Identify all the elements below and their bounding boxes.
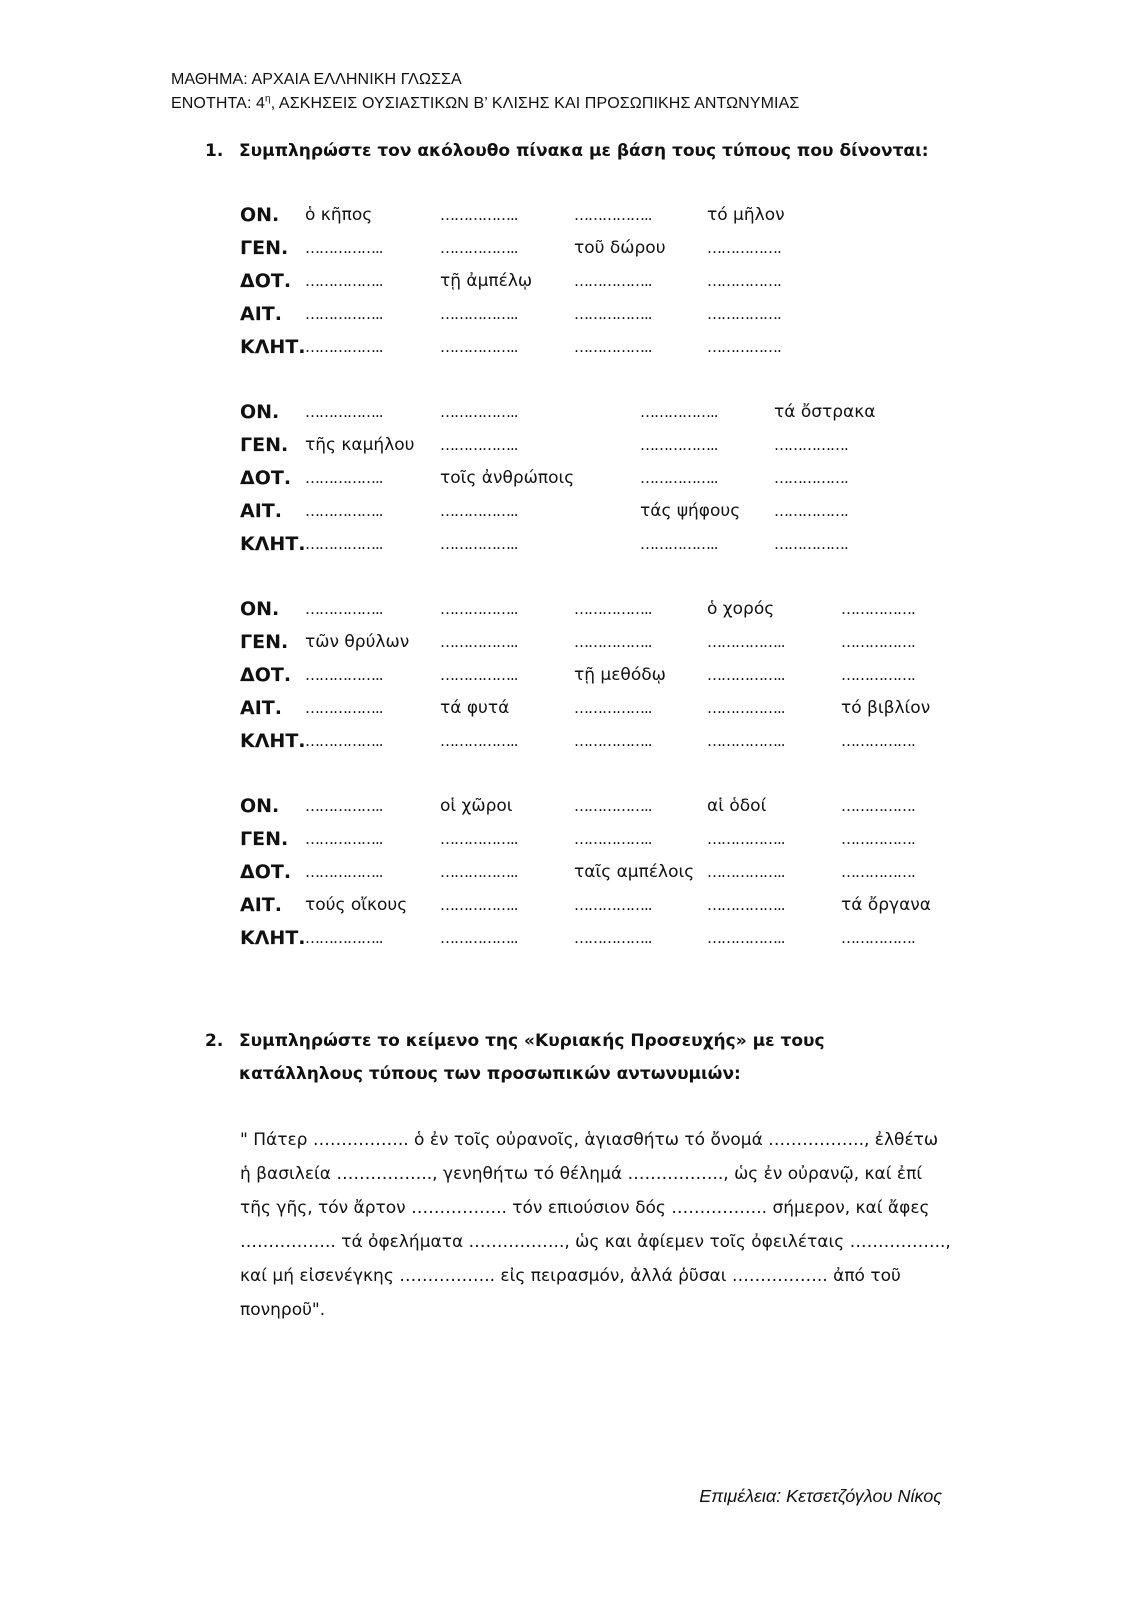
blank-cell[interactable]: ……………..	[574, 206, 652, 224]
blank-cell[interactable]: ……………..	[305, 666, 383, 684]
case-label: ΚΛΗΤ.	[240, 730, 306, 752]
text-line: πονηροῦ".	[240, 1300, 326, 1320]
blank-cell[interactable]: ……………..	[574, 896, 652, 914]
table-cell: τάς ψήφους	[640, 501, 741, 521]
blank-cell[interactable]: ……………..	[440, 929, 518, 947]
blank-cell[interactable]: ……………..	[707, 830, 785, 848]
exercise2-instruction-line2: κατάλληλους τύπους των προσωπικών αντωνυμιών:	[239, 1064, 741, 1084]
table-cell: τοῖς ἀνθρώποις	[440, 468, 575, 488]
blank-cell[interactable]: ……………..	[305, 502, 383, 520]
blank-cell[interactable]: ……………..	[305, 863, 383, 881]
blank-cell[interactable]: ……………..	[707, 863, 785, 881]
blank-cell[interactable]: ……………..	[440, 863, 518, 881]
case-label: ΑΙΤ.	[240, 303, 282, 325]
table-cell: τό βιβλίον	[841, 698, 931, 718]
case-label: ΚΛΗΤ.	[240, 336, 306, 358]
blank-cell[interactable]: ……………..	[305, 699, 383, 717]
table-cell: τό μῆλον	[707, 205, 785, 225]
blank-cell[interactable]: ……………..	[574, 830, 652, 848]
case-label: ΔΟΤ.	[240, 664, 292, 686]
blank-cell[interactable]: …………….	[841, 863, 915, 881]
blank-cell[interactable]: ……………..	[305, 403, 383, 421]
blank-cell[interactable]: ……………..	[440, 732, 518, 750]
blank-cell[interactable]: ……………..	[707, 699, 785, 717]
text-line: ἡ βασιλεία …………….., γενηθήτω τό θέλημά …………….., ὡς ἐν οὐρανῷ, καί ἐπί	[240, 1164, 923, 1184]
blank-cell[interactable]: ……………..	[440, 403, 518, 421]
blank-cell[interactable]: ……………..	[305, 272, 383, 290]
case-label: ΟΝ.	[240, 598, 280, 620]
lords-prayer-text	[240, 1123, 960, 1327]
blank-cell[interactable]: ……………..	[640, 436, 718, 454]
case-label: ΚΛΗΤ.	[240, 927, 306, 949]
document-header	[171, 68, 799, 116]
exercise2-instruction-line1: Συμπληρώστε το κείμενο της «Κυριακής Προσευχής» με τους	[239, 1031, 825, 1051]
exercise1-number: 1.	[205, 141, 224, 161]
case-label: ΟΝ.	[240, 401, 280, 423]
blank-cell[interactable]: …………….	[707, 305, 781, 323]
blank-cell[interactable]: ……………..	[305, 929, 383, 947]
blank-cell[interactable]: …………….	[841, 600, 915, 618]
text-line: τῆς γῆς, τόν ἄρτον …………….. τόν επιούσιον δός …………….. σήμερον, καί ἄφες	[240, 1198, 930, 1218]
exercise1-title	[205, 135, 929, 168]
blank-cell[interactable]: ……………..	[707, 929, 785, 947]
blank-cell[interactable]: …………….	[707, 272, 781, 290]
blank-cell[interactable]: …………….	[841, 797, 915, 815]
blank-cell[interactable]: ……………..	[440, 830, 518, 848]
blank-cell[interactable]: ……………..	[305, 600, 383, 618]
exercise2-number: 2.	[205, 1031, 224, 1051]
blank-cell[interactable]: ……………..	[440, 436, 518, 454]
table-cell: οἱ χῶροι	[440, 796, 513, 816]
blank-cell[interactable]: …………….	[774, 535, 848, 553]
case-label: ΟΝ.	[240, 795, 280, 817]
blank-cell[interactable]: ……………..	[440, 666, 518, 684]
blank-cell[interactable]: ……………..	[707, 896, 785, 914]
case-label: ΔΟΤ.	[240, 467, 292, 489]
unit-line	[171, 92, 799, 116]
blank-cell[interactable]: ……………..	[440, 206, 518, 224]
blank-cell[interactable]: ……………..	[440, 633, 518, 651]
blank-cell[interactable]: ……………..	[574, 305, 652, 323]
blank-cell[interactable]: ……………..	[440, 338, 518, 356]
blank-cell[interactable]: ……………..	[574, 633, 652, 651]
case-label: ΑΙΤ.	[240, 697, 282, 719]
blank-cell[interactable]: ……………..	[574, 272, 652, 290]
case-label: ΓΕΝ.	[240, 434, 289, 456]
table-cell: ὁ κῆπος	[305, 205, 373, 225]
blank-cell[interactable]: ……………..	[440, 239, 518, 257]
blank-cell[interactable]: …………….	[841, 633, 915, 651]
blank-cell[interactable]: ……………..	[440, 502, 518, 520]
blank-cell[interactable]: ……………..	[640, 535, 718, 553]
case-label: ΓΕΝ.	[240, 828, 289, 850]
blank-cell[interactable]: ……………..	[305, 239, 383, 257]
exercise1-instruction: Συμπληρώστε τον ακόλουθο πίνακα με βάση τους τύπους που δίνονται:	[239, 141, 929, 161]
blank-cell[interactable]: ……………..	[707, 732, 785, 750]
blank-cell[interactable]: …………….	[841, 830, 915, 848]
table-cell: τοῦ δώρου	[574, 238, 666, 258]
case-label: ΔΟΤ.	[240, 270, 292, 292]
blank-cell[interactable]: ……………..	[640, 469, 718, 487]
blank-cell[interactable]: …………….	[774, 469, 848, 487]
blank-cell[interactable]: ……………..	[440, 305, 518, 323]
blank-cell[interactable]: ……………..	[440, 535, 518, 553]
table-cell: τούς οἴκους	[305, 895, 408, 915]
blank-cell[interactable]: ……………..	[305, 797, 383, 815]
blank-cell[interactable]: …………….	[841, 666, 915, 684]
text-line: καί μή εἰσενέγκης …………….. εἰς πειρασμόν, ἀλλά ῥῦσαι …………….. ἀπό τοῦ	[240, 1266, 901, 1286]
blank-cell[interactable]: ……………..	[574, 699, 652, 717]
blank-cell[interactable]: ……………..	[707, 666, 785, 684]
case-label: ΑΙΤ.	[240, 894, 282, 916]
table-cell: τῆς καμήλου	[305, 435, 415, 455]
subject-line: ΜΑΘΗΜΑ: ΑΡΧΑΙΑ ΕΛΛΗΝΙΚΗ ΓΛΩΣΣΑ	[171, 71, 462, 88]
blank-cell[interactable]: ……………..	[640, 403, 718, 421]
blank-cell[interactable]: ……………..	[305, 732, 383, 750]
table-cell: τῇ ἀμπέλῳ	[440, 271, 533, 291]
blank-cell[interactable]: ……………..	[305, 305, 383, 323]
blank-cell[interactable]: ……………..	[574, 732, 652, 750]
table-cell: τῇ μεθόδῳ	[574, 665, 666, 685]
text-line: …………….. τά ὀφελήματα …………….., ὡς και ἀφίεμεν τοῖς ὀφειλέταις ……………..,	[240, 1232, 951, 1252]
case-label: ΚΛΗΤ.	[240, 533, 306, 555]
table-cell: τά φυτά	[440, 698, 510, 718]
author-credit: Επιμέλεια: Κετσετζόγλου Νίκος	[699, 1486, 942, 1506]
blank-cell[interactable]: …………….	[841, 929, 915, 947]
unit-rest: , ΑΣΚΗΣΕΙΣ ΟΥΣΙΑΣΤΙΚΩΝ Β’ ΚΛΙΣΗΣ ΚΑΙ ΠΡΟΣΩΠΙΚΗΣ ΑΝΤΩΝΥΜΙΑΣ	[270, 95, 800, 112]
blank-cell[interactable]: ……………..	[440, 896, 518, 914]
table-cell: τά ὄργανα	[841, 895, 932, 915]
unit-superscript: η	[265, 93, 271, 105]
blank-cell[interactable]: …………….	[774, 502, 848, 520]
blank-cell[interactable]: …………….	[707, 338, 781, 356]
blank-cell[interactable]: …………….	[707, 239, 781, 257]
blank-cell[interactable]: ……………..	[305, 469, 383, 487]
unit-prefix: ΕΝΟΤΗΤΑ: 4	[171, 95, 266, 112]
blank-cell[interactable]: ……………..	[574, 929, 652, 947]
blank-cell[interactable]: ……………..	[305, 535, 383, 553]
blank-cell[interactable]: ……………..	[707, 633, 785, 651]
blank-cell[interactable]: ……………..	[574, 797, 652, 815]
blank-cell[interactable]: ……………..	[574, 600, 652, 618]
table-cell: ὁ χορός	[707, 599, 775, 619]
blank-cell[interactable]: ……………..	[574, 338, 652, 356]
table-cell: τῶν θρύλων	[305, 632, 410, 652]
exercise2-title	[205, 1025, 825, 1091]
case-label: ΓΕΝ.	[240, 631, 289, 653]
case-label: ΔΟΤ.	[240, 861, 292, 883]
blank-cell[interactable]: ……………..	[440, 600, 518, 618]
case-label: ΓΕΝ.	[240, 237, 289, 259]
case-label: ΟΝ.	[240, 204, 280, 226]
blank-cell[interactable]: ……………..	[305, 830, 383, 848]
table-cell: τά ὄστρακα	[774, 402, 876, 422]
table-cell: αἱ ὁδοί	[707, 796, 767, 816]
blank-cell[interactable]: ……………..	[305, 338, 383, 356]
text-line: " Πάτερ …………….. ὁ ἐν τοῖς οὐρανοῖς, ἁγιασθήτω τό ὄνομά …………….., ἐλθέτω	[240, 1130, 939, 1150]
blank-cell[interactable]: …………….	[774, 436, 848, 454]
table-cell: ταῖς αμπέλοις	[574, 862, 695, 882]
blank-cell[interactable]: …………….	[841, 732, 915, 750]
case-label: ΑΙΤ.	[240, 500, 282, 522]
